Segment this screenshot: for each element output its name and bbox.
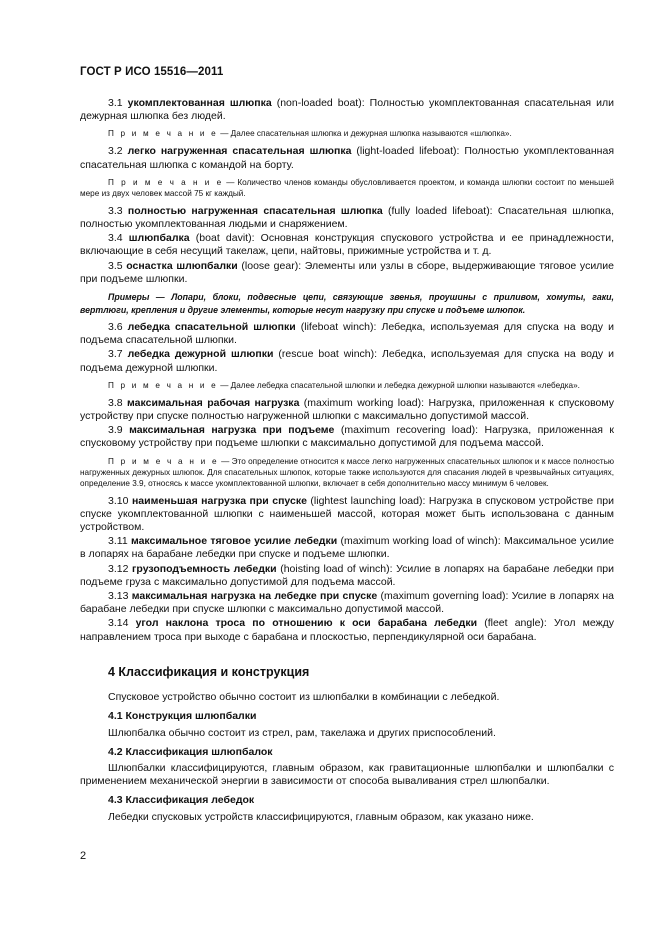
definition-number: 3.1 (108, 97, 123, 109)
definition-text: (boat davit): Основная конструкция спускового устройства и ее принадлежности, включающие в себя несущий такелаж, цепи, найтовы, прижимные устройства и т. д. (80, 232, 614, 258)
definition-3-10 (80, 495, 614, 535)
page-number: 2 (80, 850, 87, 862)
note-text: — Количество членов команды обусловливается проектом, и команда шлюпки состоит по меньшей мере из двух человек массой 75 кг каждый. (80, 177, 614, 198)
definition-text: (fully loaded lifeboat): Спасательная шлюпка, полностью укомплектованная людьми и снаряжением. (80, 204, 614, 231)
definition-number: 3.13 (108, 590, 129, 603)
definition-text: (rescue boat winch): Лебедка, используемая для спуска на воду и подъема дежурной шлюпки. (80, 348, 614, 374)
definition-term: грузоподъемность лебедки (132, 562, 277, 575)
definition-3-3 (80, 205, 614, 231)
definition-term: максимальное тяговое усилие лебедки (130, 535, 338, 548)
definition-term: лебедка спасательной шлюпки (127, 321, 296, 334)
definition-3-4 (80, 232, 614, 258)
definition-3-9 (80, 424, 614, 450)
definition-term: укомплектованная шлюпка (127, 97, 272, 109)
note-3 (80, 380, 614, 391)
definition-3-12 (80, 563, 614, 589)
definition-text: (loose gear): Элементы или узлы в сборе, выдерживающие тяговое усилие при подъеме шлюпки. (80, 259, 615, 285)
definition-3-13 (80, 590, 614, 616)
definition-number: 3.8 (108, 396, 123, 409)
definition-3-8 (80, 397, 614, 423)
section-4-3-text: Лебедки спусковых устройств классифицируются, главным образом, как указано ниже. (108, 810, 534, 823)
examples-paragraph: Примеры — Лопари, блоки, подвесные цепи, связующие звенья, проушины с приливом, хомуты, гаки, вертлюги, крепления и другие элементы, которые несут нагрузку при спуске и подъеме шлюпок. (80, 292, 614, 315)
section-4-3-title: 4.3 Классификация лебедок (108, 794, 255, 807)
definition-text: (non-loaded boat): Полностью укомплектованная спасательная или дежурная шлюпка без людей. (80, 97, 614, 123)
definition-term: оснастка шлюпбалки (126, 259, 238, 272)
note-label: П р и м е ч а н и е (108, 380, 218, 390)
definition-3-14 (80, 617, 614, 643)
note-text: — Далее спасательная шлюпка и дежурная шлюпка называются «шлюпка». (217, 129, 512, 139)
definition-text: (lightest launching load): Нагрузка в спусковом устройстве при спуске укомплектованной шлюпки с наименьшей массой, которая может быть использована с данным устройством. (80, 494, 614, 534)
definition-number: 3.9 (108, 424, 123, 437)
definition-number: 3.2 (108, 145, 123, 158)
definition-term: полностью нагруженная спасательная шлюпка (127, 204, 383, 217)
definition-3-2 (80, 145, 614, 171)
definition-3-1 (80, 97, 614, 123)
note-label: П р и м е ч а н и е (108, 177, 224, 187)
note-text: — Далее лебедка спасательной шлюпки и лебедка дежурной шлюпки называются «лебедка». (217, 380, 580, 390)
definition-term: лебедка дежурной шлюпки (127, 348, 274, 361)
definition-number: 3.10 (108, 494, 129, 507)
definition-3-7 (80, 348, 614, 374)
definition-term: максимальная нагрузка при подъеме (129, 424, 335, 437)
definition-text: (maximum recovering load): Нагрузка, приложенная к спусковому устройству при подъеме шлюпки с максимально допустимой для подъема массой. (80, 424, 614, 450)
definition-text: (maximum working load of winch): Максимальное усилие в лопарях на барабане лебедки при спуске и подъеме шлюпки. (80, 535, 614, 561)
definition-text: (fleet angle): Угол между направлением троса при выходе с барабана и плоскостью, перпендикулярной оси барабана. (80, 617, 614, 643)
section-4-intro: Спусковое устройство обычно состоит из шлюпбалки в комбинации с лебедкой. (108, 691, 500, 704)
section-4-1-text: Шлюпбалка обычно состоит из стрел, рам, такелажа и других приспособлений. (108, 726, 496, 739)
definition-number: 3.14 (108, 617, 129, 630)
section-4-2-title: 4.2 Классификация шлюпбалок (108, 745, 273, 758)
note-1 (80, 128, 614, 139)
definition-3-11 (80, 535, 614, 561)
section-4-2-text: Шлюпбалки классифицируются, главным образом, как гравитационные шлюпбалки и шлюпбалки с применением механической энергии в зависимости от способа вываливания стрел шлюпбалки. (80, 761, 614, 788)
definition-number: 3.4 (108, 232, 123, 245)
definition-number: 3.12 (108, 562, 129, 575)
definition-term: угол наклона троса по отношению к оси барабана лебедки (135, 617, 478, 630)
definition-term: максимальная рабочая нагрузка (127, 396, 300, 409)
definition-3-6 (80, 321, 614, 347)
definition-text: (hoisting load of winch): Усилие в лопарях на барабане лебедки при подъеме груза с максимально допустимой для подъема массой. (80, 562, 614, 588)
note-text: — Это определение относится к массе легко нагруженных спасательных шлюпок и к массе полностью нагруженных дежурных шлюпок. Для спасательных шлюпок, которые также используются для спасания людей в чрезвычайных ситуациях, определение 3.9, относясь к массе укомплектованной шлюпки, включает в себя дополнительно массу минимум 6 человек. (80, 456, 614, 488)
definition-text: (maximum governing load): Усилие в лопарях на барабане лебедки при спуске шлюпки с максимально допустимой массой. (80, 590, 614, 616)
note-4 (80, 456, 614, 489)
definition-text: (lifeboat winch): Лебедка, используемая для спуска на воду и подъема спасательной шлюпки. (80, 321, 614, 347)
section-4-title: 4 Классификация и конструкция (108, 664, 310, 679)
definition-number: 3.6 (108, 321, 123, 334)
definition-3-5 (80, 260, 614, 286)
note-label: П р и м е ч а н и е (108, 129, 218, 139)
definition-term: наименьшая нагрузка при спуске (131, 494, 307, 507)
definition-term: максимальная нагрузка на лебедке при спуске (131, 590, 378, 603)
note-2 (80, 177, 614, 199)
note-label: П р и м е ч а н и е (108, 456, 219, 466)
definition-number: 3.11 (108, 535, 128, 548)
section-4-1-title: 4.1 Конструкция шлюпбалки (108, 710, 257, 723)
definition-text: (maximum working load): Нагрузка, приложенная к спусковому устройству при спуске полностью нагруженной шлюпки с максимально допустимой массой. (80, 396, 614, 423)
document-header: ГОСТ Р ИСО 15516—2011 (80, 66, 224, 78)
definition-number: 3.7 (108, 348, 123, 361)
definition-term: легко нагруженная спасательная шлюпка (127, 145, 352, 158)
document-body (80, 96, 614, 824)
definition-number: 3.5 (108, 259, 123, 272)
definition-number: 3.3 (108, 204, 123, 217)
definition-text: (light-loaded lifeboat): Полностью укомплектованная спасательная шлюпка с командой на борту. (80, 145, 614, 171)
definition-term: шлюпбалка (128, 232, 190, 245)
